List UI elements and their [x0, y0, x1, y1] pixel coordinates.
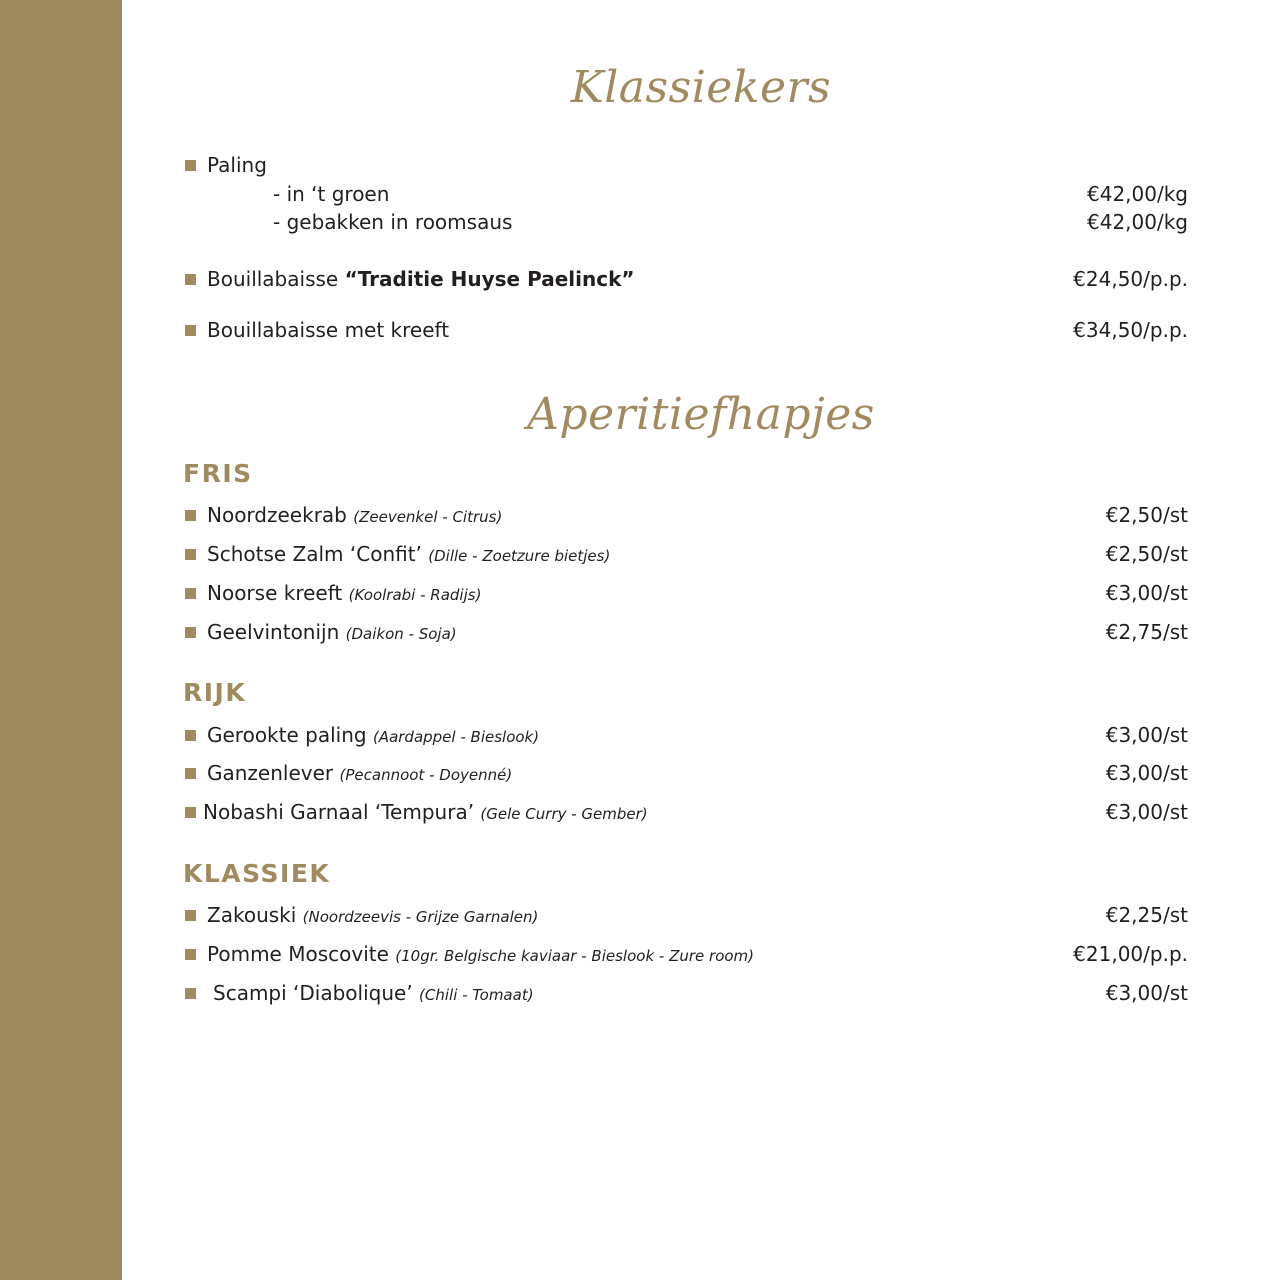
- menu-item: [183, 617, 1188, 647]
- bullet-icon: [185, 949, 196, 960]
- bullet-icon: [185, 807, 196, 818]
- bullet-icon: [185, 768, 196, 779]
- menu-item: [183, 578, 1188, 608]
- item-name-wrap: [207, 264, 635, 294]
- item-description: (Dille - Zoetzure bietjes): [428, 547, 611, 565]
- menu-item: [183, 797, 1188, 827]
- item-name: Paling: [207, 153, 267, 177]
- section-heading-fris: FRIS: [183, 459, 253, 488]
- item-name-wrap: [213, 978, 534, 1010]
- item-price: €42,00/kg: [1087, 210, 1188, 234]
- item-name: Noorse kreeft: [207, 581, 343, 605]
- klassiekers-title: Klassiekers: [570, 62, 832, 113]
- aperitiefhapjes-title: Aperitiefhapjes: [527, 389, 875, 440]
- bullet-icon: [185, 325, 196, 336]
- menu-item: [183, 500, 1188, 530]
- menu-item: [183, 539, 1188, 569]
- menu-item: [183, 978, 1188, 1008]
- item-name: Bouillabaisse met kreeft: [207, 318, 450, 342]
- item-price: €2,25/st: [1105, 903, 1188, 927]
- item-description: (Daikon - Soja): [345, 625, 457, 643]
- menu-item: [183, 900, 1188, 930]
- item-name: Scampi ‘Diabolique’: [213, 981, 413, 1005]
- menu-item-paling: [183, 150, 1188, 180]
- decorative-side-band: [0, 0, 122, 1280]
- item-description: (Chili - Tomaat): [419, 986, 534, 1004]
- item-name: Zakouski: [207, 903, 297, 927]
- item-price: €21,00/p.p.: [1073, 942, 1188, 966]
- item-name: Ganzenlever: [207, 761, 334, 785]
- item-name: Nobashi Garnaal ‘Tempura’: [203, 800, 475, 824]
- bullet-icon: [185, 730, 196, 741]
- item-name: - in ‘t groen: [273, 182, 390, 206]
- menu-item: [183, 939, 1188, 969]
- item-name-wrap: [207, 720, 539, 752]
- item-price: €2,50/st: [1105, 542, 1188, 566]
- item-price: €3,00/st: [1105, 800, 1188, 824]
- bullet-icon: [185, 910, 196, 921]
- item-name: Noordzeekrab: [207, 503, 347, 527]
- bullet-icon: [185, 988, 196, 999]
- item-description: (10gr. Belgische kaviaar - Bieslook - Zure room): [395, 947, 755, 965]
- item-price: €3,00/st: [1105, 761, 1188, 785]
- menu-item: [183, 720, 1188, 750]
- item-description: (Pecannoot - Doyenné): [339, 766, 513, 784]
- item-price: €42,00/kg: [1087, 182, 1188, 206]
- item-name-wrap: [207, 758, 512, 790]
- menu-item: [183, 264, 1188, 294]
- section-heading-rijk: RIJK: [183, 678, 247, 707]
- item-name: Geelvintonijn: [207, 620, 340, 644]
- item-price: €34,50/p.p.: [1073, 318, 1188, 342]
- item-price: €24,50/p.p.: [1073, 267, 1188, 291]
- item-name-wrap: [207, 939, 754, 971]
- section-heading-klassiek: KLASSIEK: [183, 859, 331, 888]
- bullet-icon: [185, 588, 196, 599]
- item-description: (Noordzeevis - Grijze Garnalen): [302, 908, 539, 926]
- item-price: €3,00/st: [1105, 723, 1188, 747]
- item-description: (Zeevenkel - Citrus): [353, 508, 503, 526]
- item-name-wrap: [207, 539, 610, 571]
- item-price: €3,00/st: [1105, 981, 1188, 1005]
- item-description: (Koolrabi - Radijs): [348, 586, 482, 604]
- bullet-icon: [185, 160, 196, 171]
- item-name-wrap: [207, 900, 538, 932]
- item-description: (Gele Curry - Gember): [480, 805, 648, 823]
- item-description: (Aardappel - Bieslook): [372, 728, 540, 746]
- item-name-wrap: [207, 578, 481, 610]
- item-name-wrap: [203, 797, 648, 829]
- bullet-icon: [185, 510, 196, 521]
- item-name-wrap: [207, 617, 457, 649]
- item-name: Pomme Moscovite: [207, 942, 389, 966]
- item-name: Bouillabaisse: [207, 267, 345, 291]
- item-price: €2,50/st: [1105, 503, 1188, 527]
- item-name: Schotse Zalm ‘Confit’: [207, 542, 422, 566]
- item-price: €3,00/st: [1105, 581, 1188, 605]
- bullet-icon: [185, 627, 196, 638]
- menu-item-variant: [183, 179, 1188, 209]
- bullet-icon: [185, 549, 196, 560]
- menu-item-variant: [183, 207, 1188, 237]
- item-name-wrap: [207, 500, 502, 532]
- item-highlight: “Traditie Huyse Paelinck”: [344, 267, 635, 291]
- menu-item: [183, 758, 1188, 788]
- menu-item: [183, 315, 1188, 345]
- item-name: - gebakken in roomsaus: [273, 210, 513, 234]
- bullet-icon: [185, 274, 196, 285]
- item-price: €2,75/st: [1105, 620, 1188, 644]
- item-name: Gerookte paling: [207, 723, 367, 747]
